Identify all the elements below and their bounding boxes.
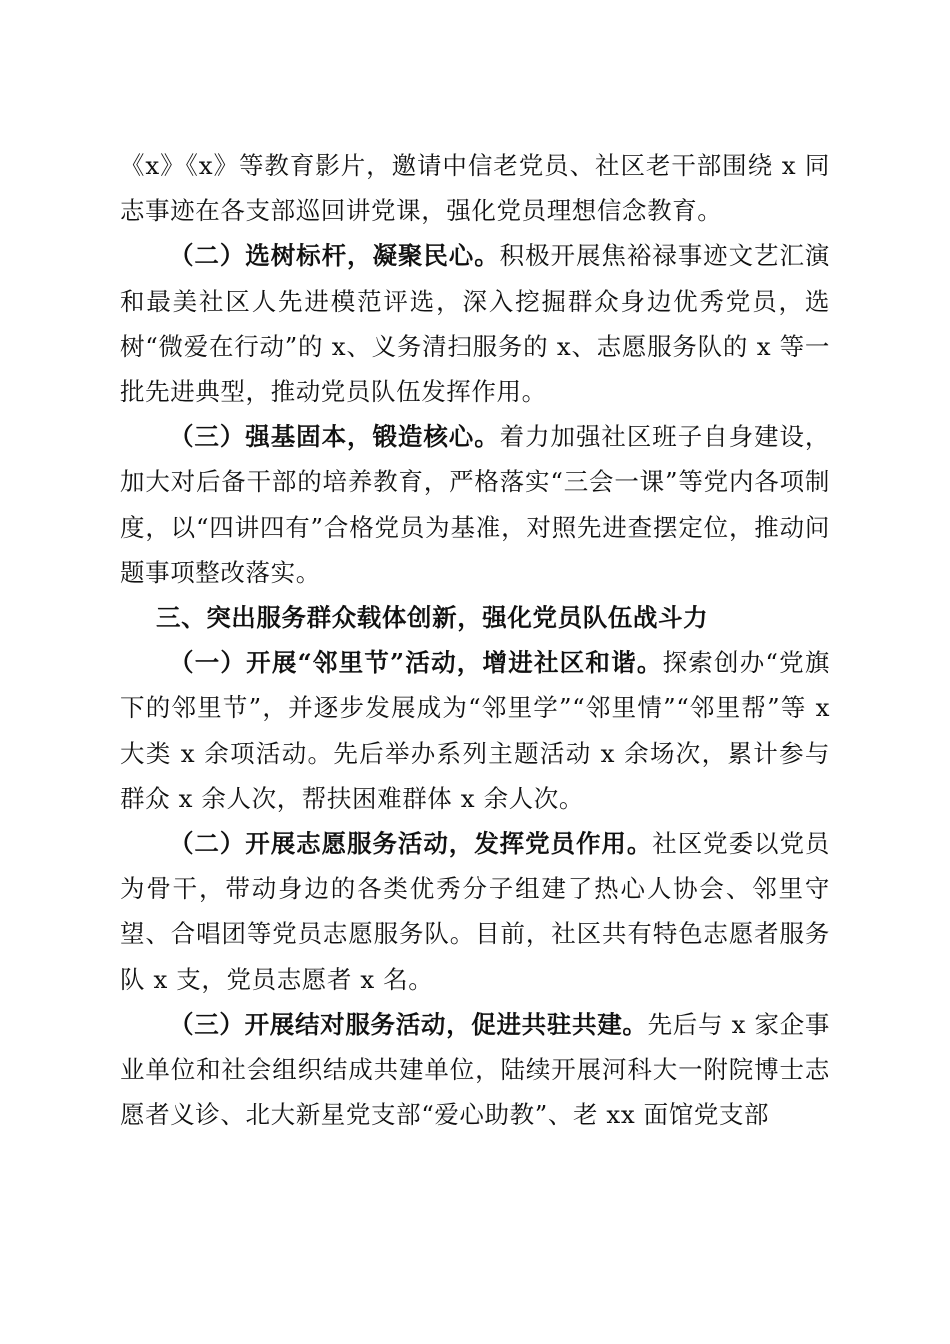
body-paragraph-continued <box>120 143 830 233</box>
section-heading: 三、突出服务群众载体创新，强化党员队伍战斗力 <box>156 603 709 633</box>
paragraph-lead: （二）开展志愿服务活动，发挥党员作用。 <box>169 829 653 859</box>
body-paragraph-strengthen-core <box>120 414 830 595</box>
body-paragraph-select-models <box>120 233 830 414</box>
paragraph-lead: （一）开展“邻里节”活动，增进社区和谐。 <box>169 648 663 678</box>
paragraph-lead: （二）选树标杆，凝聚民心。 <box>169 241 500 271</box>
paragraph-text: 社区党委以党员为骨干，带动身边的各类优秀分子组建了热心人协会、邻里守望、合唱团等党员志愿服务队。目前，社区共有特色志愿者服务队 x 支，党员志愿者 x 名。 <box>120 829 830 994</box>
document-page <box>120 143 830 1137</box>
body-paragraph-neighborhood-festival <box>120 640 830 821</box>
paragraph-text: 积极开展焦裕禄事迹文艺汇演和最美社区人先进模范评选，深入挖掘群众身边优秀党员，选树“微爱在行动”的 x、义务清扫服务的 x、志愿服务队的 x 等一批先进典型，推动党员队伍发挥作用。 <box>120 241 830 407</box>
body-paragraph-paired-service <box>120 1002 830 1138</box>
paragraph-text: 《x》《x》等教育影片，邀请中信老党员、社区老干部围绕 x 同志事迹在各支部巡回讲党课，强化党员理想信念教育。 <box>120 151 830 226</box>
paragraph-text: 着力加强社区班子自身建设，加大对后备干部的培养教育，严格落实“三会一课”等党内各项制度，以“四讲四有”合格党员为基准，对照先进查摆定位，推动问题事项整改落实。 <box>120 422 830 587</box>
paragraph-text: 探索创办“党旗下的邻里节”，并逐步发展成为“邻里学”“邻里情”“邻里帮”等 x 大类 x 余项活动。先后举办系列主题活动 x 余场次，累计参与群众 x 余人次，帮扶困难群体 x 余人次。 <box>120 648 830 813</box>
paragraph-lead: （三）开展结对服务活动，促进共驻共建。 <box>169 1009 648 1039</box>
paragraph-lead: （三）强基固本，锻造核心。 <box>169 422 500 452</box>
body-paragraph-volunteer-service <box>120 821 830 1002</box>
paragraph-text: 先后与 x 家企事业单位和社会组织结成共建单位，陆续开展河科大一附院博士志愿者义诊、北大新星党支部“爱心助教”、老 xx 面馆党支部 <box>120 1009 830 1130</box>
